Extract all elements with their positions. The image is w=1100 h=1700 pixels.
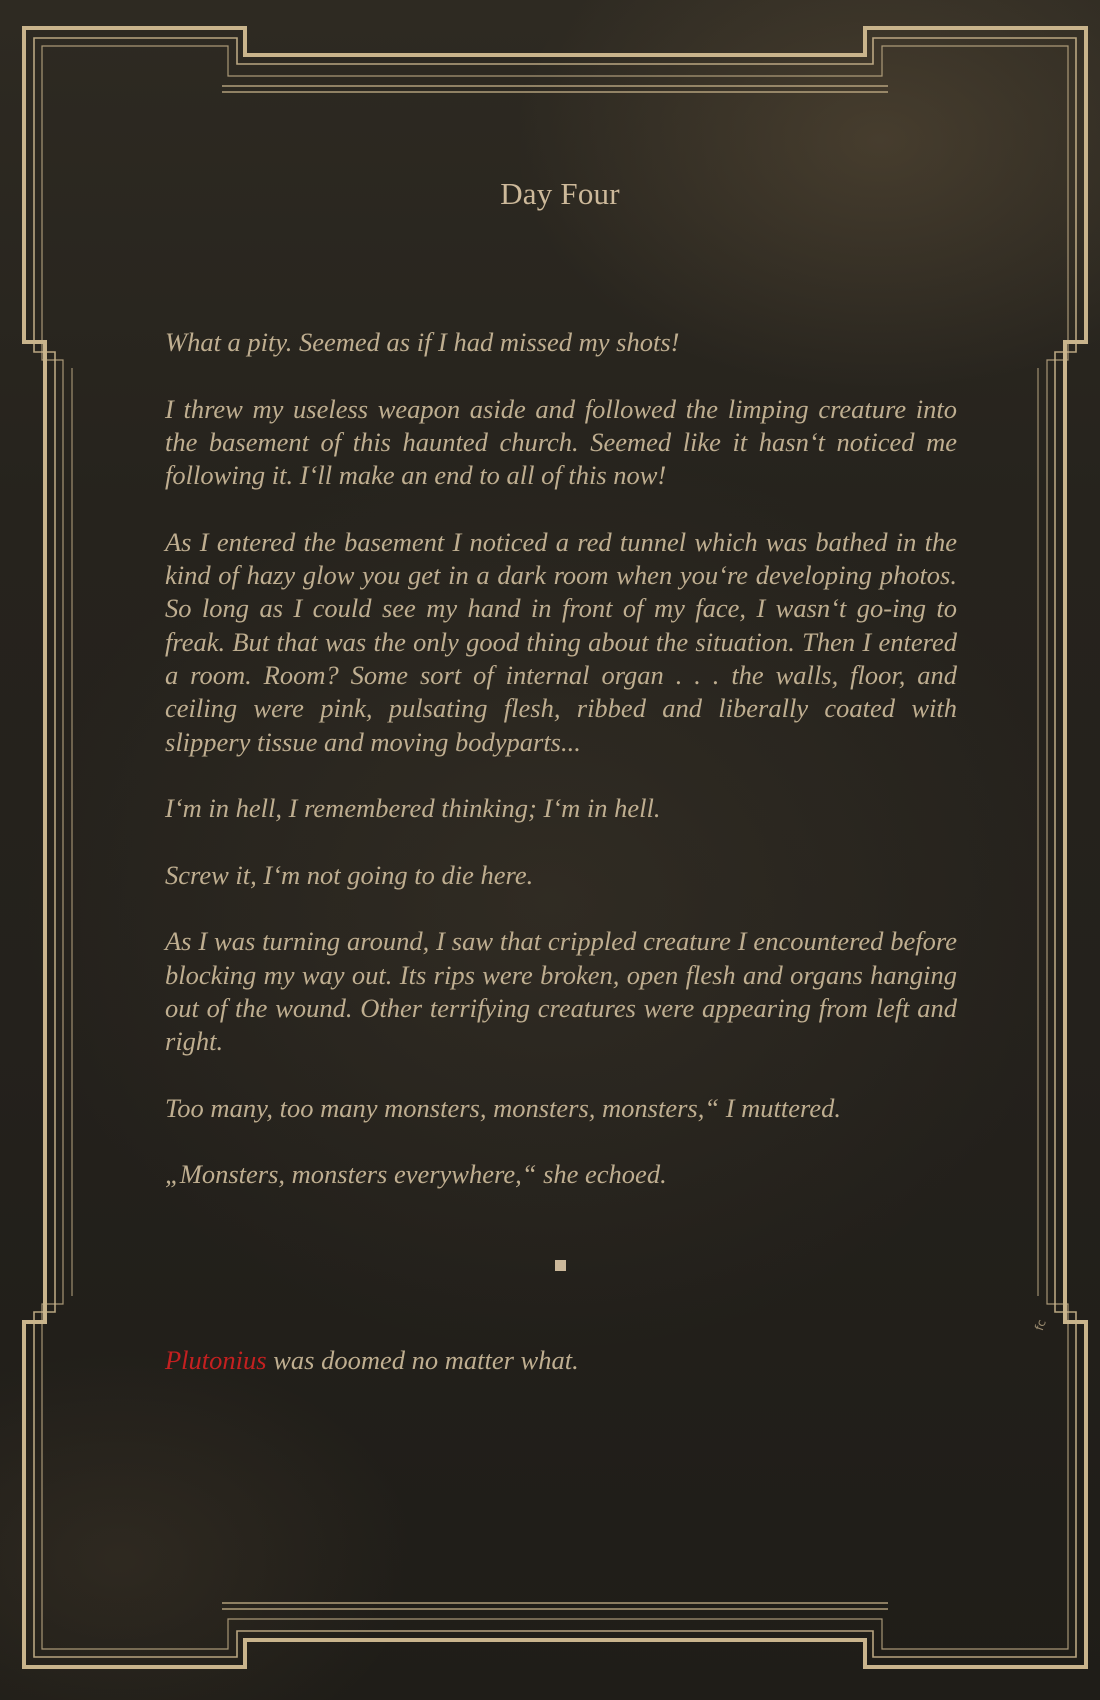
closing-line [165, 1344, 957, 1377]
paragraph-7: Too many, too many monsters, monsters, monsters,“ I muttered. [165, 1092, 842, 1123]
paragraph-6: As I was turning around, I saw that crippled creature I encountered before blocking my way out. Its rips were broken, open flesh and organs hanging out of the wound. Other terrifying creatures were appearing from left and right. [165, 926, 957, 1057]
paragraph-5: Screw it, I‘m not going to die here. [165, 859, 534, 890]
paragraph-1: What a pity. Seemed as if I had missed my shots! [165, 327, 680, 357]
frame-bottom-ledge [222, 1603, 888, 1609]
paragraph-3: As I entered the basement I noticed a red tunnel which was bathed in the kind of hazy glow you get in a dark room when you‘re developing photos. So long as I could see my hand in front of my face, I wasn‘t go-ing to freak. But that was the only good thing about the situation. Then I entered a room. Room? Some sort of internal organ . . . the walls, floor, and ceiling were pink, pulsating flesh, ribbed and liberally coated with slippery tissue and moving bodyparts... [165, 526, 957, 757]
paragraph-8: „Monsters, monsters everywhere,“ she echoed. [165, 1159, 667, 1190]
closing-text: was doomed no matter what. [266, 1345, 579, 1375]
page-title: Day Four [500, 176, 620, 211]
paragraph-4: I‘m in hell, I remembered thinking; I‘m in hell. [165, 793, 661, 824]
section-separator-square [555, 1260, 566, 1271]
character-name-plutonius: Plutonius [165, 1345, 267, 1375]
paragraph-2: I threw my useless weapon aside and followed the limping creature into the basement of this haunted church. Seemed like it hasn‘t noticed me following it. I‘ll make an end to all of this now! [165, 393, 957, 491]
artist-signature: fc [1031, 1317, 1049, 1333]
journal-body [165, 326, 957, 1225]
frame-top-ledge [222, 86, 888, 92]
